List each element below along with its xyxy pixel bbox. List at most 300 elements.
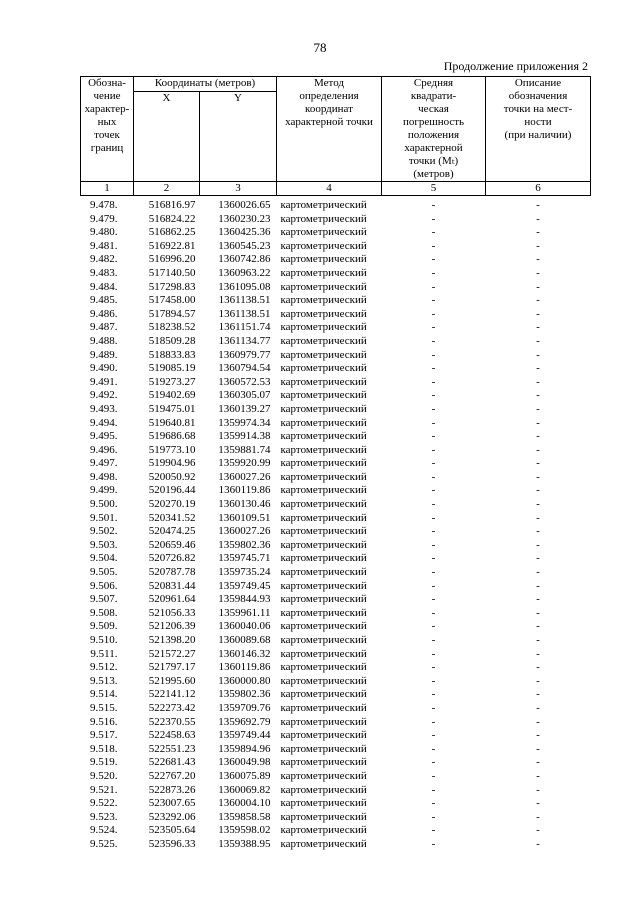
description-cell: -	[536, 525, 540, 538]
x-coordinate-cell: 522873.26	[148, 783, 196, 796]
point-number-cell: 9.508.	[90, 606, 118, 619]
y-coordinate-cell: 1359802.36	[218, 538, 271, 551]
error-cell: -	[431, 212, 436, 225]
description-cell: -	[536, 729, 540, 742]
x-coordinate-cell: 523505.64	[148, 824, 196, 837]
table-row	[81, 593, 591, 607]
y-coordinate-cell: 1360230.23	[218, 212, 271, 225]
x-coordinate-cell: 521797.17	[148, 661, 196, 674]
error-cell: -	[431, 769, 436, 782]
description-cell: -	[536, 402, 540, 415]
error-cell: -	[431, 443, 436, 456]
table-row	[81, 349, 591, 363]
description-cell: -	[536, 824, 540, 837]
method-cell: картометрический	[280, 334, 367, 347]
header-coordinates: Координаты (метров)	[134, 77, 277, 92]
description-cell: -	[536, 443, 540, 456]
point-number-cell: 9.521.	[90, 783, 118, 796]
table-row	[81, 389, 591, 403]
description-cell: -	[536, 416, 540, 429]
description-cell: -	[536, 579, 540, 592]
table-row	[81, 457, 591, 471]
error-cell: -	[431, 810, 436, 823]
x-coordinate-cell: 517458.00	[148, 294, 196, 307]
x-coordinate-cell: 520196.44	[148, 484, 196, 497]
method-cell: картометрический	[280, 212, 367, 225]
table-row	[81, 308, 591, 322]
x-coordinate-cell: 520831.44	[148, 579, 196, 592]
y-coordinate-cell: 1361151.74	[218, 321, 271, 334]
x-coordinate-cell: 516816.97	[148, 199, 196, 211]
point-number-cell: 9.516.	[90, 715, 118, 728]
x-coordinate-cell: 521572.27	[148, 647, 196, 660]
point-number-cell: 9.491.	[90, 375, 118, 388]
error-cell: -	[431, 688, 436, 701]
point-number-cell: 9.496.	[90, 443, 118, 456]
point-number-cell: 9.510.	[90, 634, 118, 646]
description-cell: -	[536, 688, 540, 701]
point-number-cell: 9.494.	[90, 416, 118, 429]
y-coordinate-cell: 1359961.11	[218, 606, 271, 619]
error-cell: -	[431, 756, 436, 769]
x-coordinate-cell: 522273.42	[148, 701, 196, 714]
error-cell: -	[431, 430, 436, 443]
x-coordinate-cell: 519085.19	[148, 362, 196, 375]
y-coordinate-cell: 1360305.07	[218, 389, 271, 402]
table-row	[81, 417, 591, 431]
method-cell: картометрический	[280, 484, 367, 497]
point-number-cell: 9.482.	[90, 253, 118, 266]
point-number-cell: 9.481.	[90, 239, 118, 252]
y-coordinate-cell: 1360026.65	[218, 199, 271, 211]
description-cell: -	[536, 266, 540, 279]
x-coordinate-cell: 522370.55	[148, 715, 196, 728]
y-coordinate-cell: 1360089.68	[218, 634, 271, 646]
x-coordinate-cell: 520050.92	[148, 470, 196, 483]
method-cell: картометрический	[280, 756, 367, 769]
point-number-cell: 9.493.	[90, 402, 118, 415]
description-cell: -	[536, 810, 540, 823]
error-cell: -	[431, 402, 436, 415]
y-coordinate-cell: 1360027.26	[218, 470, 271, 483]
x-coordinate-cell: 519640.81	[148, 416, 196, 429]
table-row	[81, 838, 591, 852]
error-cell: -	[431, 606, 436, 619]
error-cell: -	[431, 783, 436, 796]
y-coordinate-cell: 1359749.45	[218, 579, 271, 592]
method-cell: картометрический	[280, 253, 367, 266]
x-coordinate-cell: 523007.65	[148, 797, 196, 810]
description-cell: -	[536, 701, 540, 714]
error-cell: -	[431, 280, 436, 293]
error-cell: -	[431, 334, 436, 347]
point-number-cell: 9.485.	[90, 294, 118, 307]
page-number: 78	[313, 40, 327, 55]
y-coordinate-cell: 1359735.24	[218, 566, 271, 579]
point-number-cell: 9.497.	[90, 457, 118, 470]
x-coordinate-cell: 519686.68	[148, 430, 196, 443]
point-number-cell: 9.501.	[90, 511, 118, 524]
description-cell: -	[536, 498, 540, 511]
point-number-cell: 9.479.	[90, 212, 118, 225]
y-coordinate-cell: 1360119.86	[218, 661, 271, 674]
x-coordinate-cell: 516922.81	[148, 239, 196, 252]
description-cell: -	[536, 470, 540, 483]
method-cell: картометрический	[280, 525, 367, 538]
table-row	[81, 376, 591, 390]
error-cell: -	[431, 253, 436, 266]
description-cell: -	[536, 348, 540, 361]
error-cell: -	[431, 647, 436, 660]
error-cell: -	[431, 674, 436, 687]
y-coordinate-cell: 1360545.23	[218, 239, 271, 252]
x-coordinate-cell: 521995.60	[148, 674, 196, 687]
x-coordinate-cell: 516824.22	[148, 212, 196, 225]
point-number-cell: 9.488.	[90, 334, 118, 347]
description-cell: -	[536, 620, 540, 633]
method-cell: картометрический	[280, 430, 367, 443]
x-coordinate-cell: 520961.64	[148, 593, 196, 606]
continuation-note: Продолжение приложения 2	[443, 59, 588, 73]
error-cell: -	[431, 525, 436, 538]
y-coordinate-cell: 1360130.46	[218, 498, 271, 511]
y-coordinate-cell: 1360139.27	[218, 402, 271, 415]
x-coordinate-cell: 520474.25	[148, 525, 196, 538]
table-body	[81, 196, 591, 852]
point-number-cell: 9.513.	[90, 674, 118, 687]
table-row	[81, 552, 591, 566]
point-number-cell: 9.502.	[90, 525, 118, 538]
description-cell: -	[536, 280, 540, 293]
x-coordinate-cell: 516862.25	[148, 226, 196, 239]
error-cell: -	[431, 797, 436, 810]
y-coordinate-cell: 1361138.51	[218, 307, 271, 320]
point-number-cell: 9.478.	[90, 199, 118, 211]
y-coordinate-cell: 1360794.54	[218, 362, 271, 375]
point-number-cell: 9.499.	[90, 484, 118, 497]
point-number-cell: 9.506.	[90, 579, 118, 592]
table-row	[81, 512, 591, 526]
x-coordinate-cell: 522681.43	[148, 756, 196, 769]
y-coordinate-cell: 1359858.58	[218, 810, 271, 823]
point-number-cell: 9.486.	[90, 307, 118, 320]
y-coordinate-cell: 1359709.76	[218, 701, 271, 714]
method-cell: картометрический	[280, 375, 367, 388]
point-number-cell: 9.515.	[90, 701, 118, 714]
y-coordinate-cell: 1359749.44	[218, 729, 271, 742]
error-cell: -	[431, 538, 436, 551]
y-coordinate-cell: 1361138.51	[218, 294, 271, 307]
description-cell: -	[536, 742, 540, 755]
x-coordinate-cell: 523292.06	[148, 810, 196, 823]
table-row	[81, 403, 591, 417]
method-cell: картометрический	[280, 797, 367, 810]
description-cell: -	[536, 756, 540, 769]
x-coordinate-cell: 522767.20	[148, 769, 196, 782]
point-number-cell: 9.517.	[90, 729, 118, 742]
method-cell: картометрический	[280, 783, 367, 796]
method-cell: картометрический	[280, 566, 367, 579]
x-coordinate-cell: 519773.10	[148, 443, 196, 456]
table-row	[81, 213, 591, 227]
method-cell: картометрический	[280, 620, 367, 633]
point-number-cell: 9.480.	[90, 226, 118, 239]
description-cell: -	[536, 566, 540, 579]
method-cell: картометрический	[280, 226, 367, 239]
point-number-cell: 9.522.	[90, 797, 118, 810]
error-cell: -	[431, 389, 436, 402]
error-cell: -	[431, 226, 436, 239]
point-number-cell: 9.490.	[90, 362, 118, 375]
x-coordinate-cell: 519475.01	[148, 402, 196, 415]
description-cell: -	[536, 212, 540, 225]
point-number-cell: 9.511.	[90, 647, 118, 660]
method-cell: картометрический	[280, 538, 367, 551]
description-cell: -	[536, 783, 540, 796]
error-cell: -	[431, 566, 436, 579]
y-coordinate-cell: 1359692.79	[218, 715, 271, 728]
y-coordinate-cell: 1359920.99	[218, 457, 271, 470]
table-row	[81, 770, 591, 784]
x-coordinate-cell: 516996.20	[148, 253, 196, 266]
y-coordinate-cell: 1359974.34	[218, 416, 271, 429]
description-cell: -	[536, 769, 540, 782]
description-cell: -	[536, 552, 540, 565]
method-cell: картометрический	[280, 824, 367, 837]
method-cell: картометрический	[280, 280, 367, 293]
y-coordinate-cell: 1360119.86	[218, 484, 271, 497]
method-cell: картометрический	[280, 674, 367, 687]
error-cell: -	[431, 620, 436, 633]
description-cell: -	[536, 321, 540, 334]
description-cell: -	[536, 661, 540, 674]
table-row	[81, 267, 591, 281]
x-coordinate-cell: 521056.33	[148, 606, 196, 619]
y-coordinate-cell: 1360425.36	[218, 226, 271, 239]
table-row	[81, 281, 591, 295]
description-cell: -	[536, 647, 540, 660]
error-cell: -	[431, 729, 436, 742]
table-row	[81, 226, 591, 240]
x-coordinate-cell: 521398.20	[148, 634, 196, 646]
table-row	[81, 729, 591, 743]
method-cell: картометрический	[280, 810, 367, 823]
method-cell: картометрический	[280, 661, 367, 674]
description-cell: -	[536, 538, 540, 551]
y-coordinate-cell: 1359598.02	[218, 824, 271, 837]
column-number: 2	[134, 182, 200, 196]
table-row	[81, 484, 591, 498]
x-coordinate-cell: 518509.28	[148, 334, 196, 347]
table-row	[81, 498, 591, 512]
point-number-cell: 9.509.	[90, 620, 118, 633]
y-coordinate-cell: 1359844.93	[218, 593, 271, 606]
x-coordinate-cell: 523596.33	[148, 837, 196, 850]
error-cell: -	[431, 348, 436, 361]
error-cell: -	[431, 498, 436, 511]
x-coordinate-cell: 519273.27	[148, 375, 196, 388]
method-cell: картометрический	[280, 729, 367, 742]
description-cell: -	[536, 634, 540, 646]
table-row	[81, 702, 591, 716]
error-cell: -	[431, 470, 436, 483]
method-cell: картометрический	[280, 634, 367, 646]
point-number-cell: 9.498.	[90, 470, 118, 483]
x-coordinate-cell: 520270.19	[148, 498, 196, 511]
description-cell: -	[536, 253, 540, 266]
error-cell: -	[431, 552, 436, 565]
column-number: 6	[486, 182, 591, 196]
table-row	[81, 784, 591, 798]
header-error: Средняя квадрати- ческая погрешность положения характерной точки (Mₜ) (метров)	[382, 77, 486, 182]
error-cell: -	[431, 593, 436, 606]
method-cell: картометрический	[280, 552, 367, 565]
table-row	[81, 253, 591, 267]
x-coordinate-cell: 517140.50	[148, 266, 196, 279]
method-cell: картометрический	[280, 688, 367, 701]
column-number: 1	[81, 182, 134, 196]
x-coordinate-cell: 519904.96	[148, 457, 196, 470]
header-description: Описание обозначения точки на мест- ности (при наличии)	[486, 77, 591, 182]
error-cell: -	[431, 511, 436, 524]
error-cell: -	[431, 294, 436, 307]
y-coordinate-cell: 1360069.82	[218, 783, 271, 796]
x-coordinate-cell: 522141.12	[148, 688, 196, 701]
error-cell: -	[431, 715, 436, 728]
y-coordinate-cell: 1360075.89	[218, 769, 271, 782]
point-number-cell: 9.507.	[90, 593, 118, 606]
x-coordinate-cell: 517298.83	[148, 280, 196, 293]
method-cell: картометрический	[280, 837, 367, 850]
y-coordinate-cell: 1360742.86	[218, 253, 271, 266]
error-cell: -	[431, 484, 436, 497]
x-coordinate-cell: 522458.63	[148, 729, 196, 742]
error-cell: -	[431, 362, 436, 375]
error-cell: -	[431, 661, 436, 674]
x-coordinate-cell: 520787.78	[148, 566, 196, 579]
method-cell: картометрический	[280, 701, 367, 714]
y-coordinate-cell: 1360979.77	[218, 348, 271, 361]
method-cell: картометрический	[280, 416, 367, 429]
header-y: Y	[200, 91, 277, 105]
y-coordinate-cell: 1361095.08	[218, 280, 271, 293]
table-row	[81, 661, 591, 675]
error-cell: -	[431, 701, 436, 714]
point-number-cell: 9.512.	[90, 661, 118, 674]
x-coordinate-cell: 520726.82	[148, 552, 196, 565]
point-number-cell: 9.489.	[90, 348, 118, 361]
point-number-cell: 9.492.	[90, 389, 118, 402]
table-row	[81, 648, 591, 662]
method-cell: картометрический	[280, 362, 367, 375]
header-method: Метод определения координат характерной точки	[277, 77, 382, 182]
x-coordinate-cell: 520341.52	[148, 511, 196, 524]
error-cell: -	[431, 239, 436, 252]
error-cell: -	[431, 199, 436, 211]
error-cell: -	[431, 416, 436, 429]
description-cell: -	[536, 837, 540, 850]
y-coordinate-cell: 1360109.51	[218, 511, 271, 524]
coordinates-table	[80, 76, 591, 852]
table-row	[81, 797, 591, 811]
point-number-cell: 9.484.	[90, 280, 118, 293]
x-coordinate-cell: 520659.46	[148, 538, 196, 551]
method-cell: картометрический	[280, 307, 367, 320]
description-cell: -	[536, 715, 540, 728]
point-number-cell: 9.524.	[90, 824, 118, 837]
description-cell: -	[536, 375, 540, 388]
column-numbers-row	[81, 182, 591, 196]
method-cell: картометрический	[280, 742, 367, 755]
method-cell: картометрический	[280, 498, 367, 511]
error-cell: -	[431, 307, 436, 320]
error-cell: -	[431, 634, 436, 646]
x-coordinate-cell: 519402.69	[148, 389, 196, 402]
description-cell: -	[536, 239, 540, 252]
error-cell: -	[431, 742, 436, 755]
method-cell: картометрический	[280, 348, 367, 361]
header-x-spacer	[134, 105, 200, 182]
x-coordinate-cell: 522551.23	[148, 742, 196, 755]
description-cell: -	[536, 457, 540, 470]
table-row	[81, 196, 591, 213]
table-row	[81, 756, 591, 770]
point-number-cell: 9.519.	[90, 756, 118, 769]
description-cell: -	[536, 511, 540, 524]
point-number-cell: 9.520.	[90, 769, 118, 782]
method-cell: картометрический	[280, 511, 367, 524]
description-cell: -	[536, 484, 540, 497]
description-cell: -	[536, 674, 540, 687]
column-number: 3	[200, 182, 277, 196]
y-coordinate-cell: 1359802.36	[218, 688, 271, 701]
method-cell: картометрический	[280, 199, 367, 211]
error-cell: -	[431, 824, 436, 837]
method-cell: картометрический	[280, 470, 367, 483]
description-cell: -	[536, 307, 540, 320]
point-number-cell: 9.483.	[90, 266, 118, 279]
x-coordinate-cell: 517894.57	[148, 307, 196, 320]
y-coordinate-cell: 1360040.06	[218, 620, 271, 633]
header-designation: Обозна- чение характер- ных точек границ	[81, 77, 134, 182]
error-cell: -	[431, 837, 436, 850]
table-row	[81, 566, 591, 580]
y-coordinate-cell: 1360572.53	[218, 375, 271, 388]
table-row	[81, 525, 591, 539]
y-coordinate-cell: 1360027.26	[218, 525, 271, 538]
y-coordinate-cell: 1359914.38	[218, 430, 271, 443]
error-cell: -	[431, 579, 436, 592]
method-cell: картометрический	[280, 443, 367, 456]
y-coordinate-cell: 1361134.77	[218, 334, 271, 347]
method-cell: картометрический	[280, 457, 367, 470]
description-cell: -	[536, 334, 540, 347]
method-cell: картометрический	[280, 769, 367, 782]
method-cell: картометрический	[280, 593, 367, 606]
table-row	[81, 539, 591, 553]
method-cell: картометрический	[280, 389, 367, 402]
method-cell: картометрический	[280, 402, 367, 415]
table-row	[81, 634, 591, 648]
y-coordinate-cell: 1360004.10	[218, 797, 271, 810]
description-cell: -	[536, 593, 540, 606]
table-row	[81, 294, 591, 308]
method-cell: картометрический	[280, 266, 367, 279]
x-coordinate-cell: 521206.39	[148, 620, 196, 633]
method-cell: картометрический	[280, 294, 367, 307]
x-coordinate-cell: 518833.83	[148, 348, 196, 361]
method-cell: картометрический	[280, 321, 367, 334]
